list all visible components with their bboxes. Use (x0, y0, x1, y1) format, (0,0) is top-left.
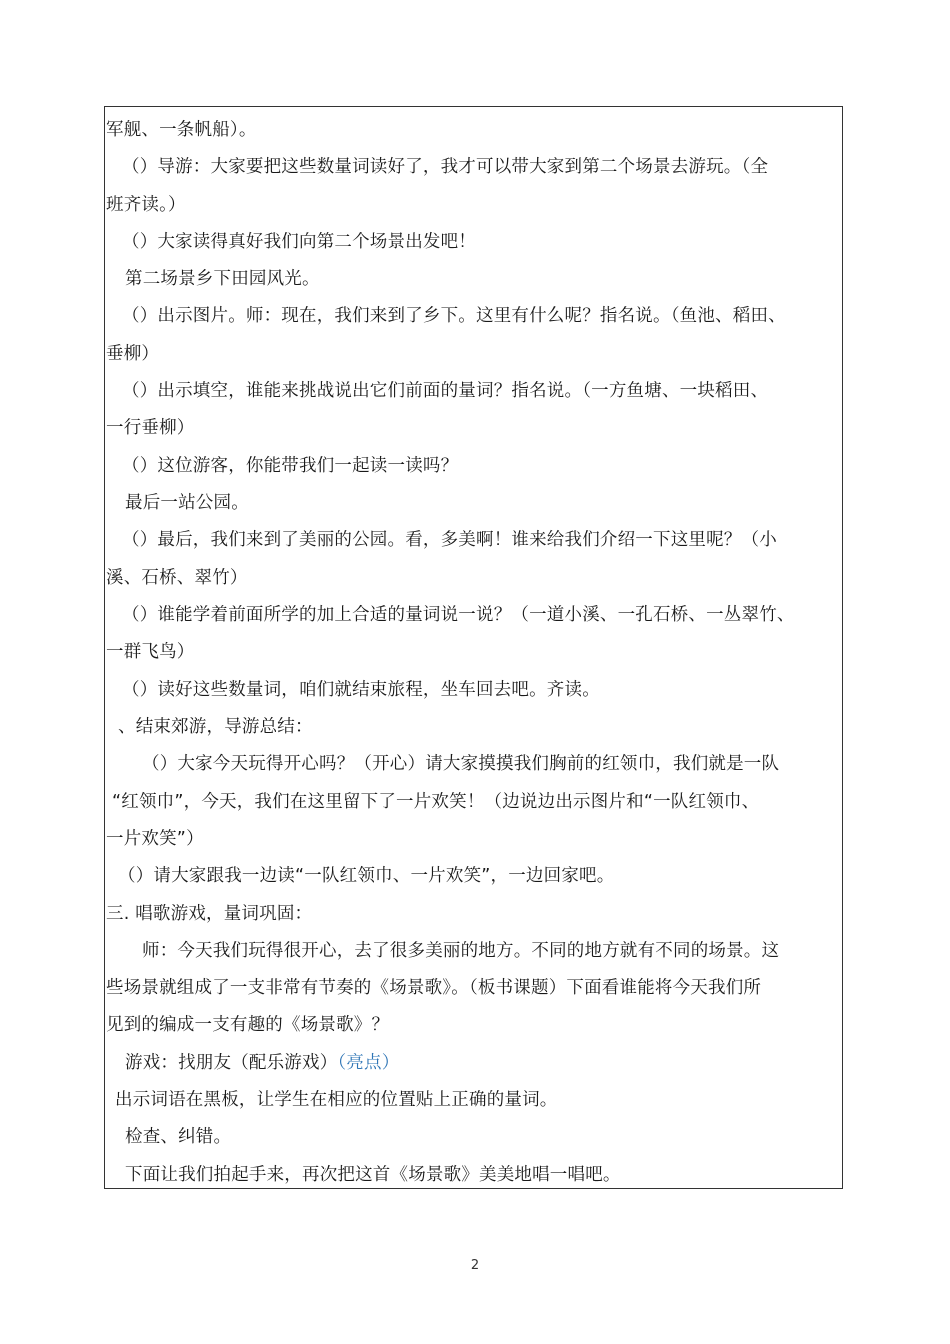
text-line-01: 军舰、一条帆船）。 (106, 120, 257, 140)
text-line-06: （）出示图片。师：现在，我们来到了乡下。这里有什么呢？指名说。（鱼池、稻田、 (122, 306, 786, 326)
text-line-28: 检查、纠错。 (125, 1127, 232, 1147)
text-line-11: 最后一站公园。 (125, 493, 249, 513)
page-number: 2 (470, 1258, 480, 1273)
text-line-02: （）导游：大家要把这些数量词读好了，我才可以带大家到第二个场景去游玩。（全 (122, 157, 769, 177)
text-line-16: （）读好这些数量词，咱们就结束旅程，坐车回去吧。齐读。 (122, 680, 600, 700)
highlight-note: （亮点） (337, 1053, 400, 1073)
text-line-25: 见到的编成一支有趣的《场景歌》？ (106, 1015, 390, 1035)
text-line-24: 些场景就组成了一支非常有节奏的《场景歌》。（板书课题）下面看谁能将今天我们所 (106, 978, 762, 998)
text-line-15: 一群飞鸟） (106, 642, 195, 662)
text-line-20: 一片欢笑”） (106, 829, 204, 849)
text-line-12: （）最后，我们来到了美丽的公园。看，多美啊！谁来给我们介绍一下这里呢？（小 (122, 530, 777, 550)
text-line-05: 第二场景乡下田园风光。 (125, 269, 320, 289)
text-line-23: 师：今天我们玩得很开心，去了很多美丽的地方。不同的地方就有不同的场景。这 (142, 941, 780, 961)
text-line-10: （）这位游客，你能带我们一起读一读吗？ (122, 456, 459, 476)
text-line-21: （）请大家跟我一边读“一队红领巾、一片欢笑”，一边回家吧。 (118, 866, 615, 886)
text-line-29: 下面让我们拍起手来，再次把这首《场景歌》美美地唱一唱吧。 (125, 1165, 621, 1185)
text-line-14: （）谁能学着前面所学的加上合适的量词说一说？（一道小溪、一孔石桥、一丛翠竹、 (122, 605, 795, 625)
text-line-19: “红领巾”，今天，我们在这里留下了一片欢笑！（边说边出示图片和“一队红领巾、 (112, 792, 760, 812)
game-label: 游戏：找朋友（配乐游戏） (125, 1053, 338, 1073)
text-line-22: 三. 唱歌游戏，量词巩固： (106, 904, 313, 924)
text-line-26 (125, 1051, 399, 1075)
text-line-03: 班齐读。） (106, 195, 186, 215)
text-line-04: （）大家读得真好我们向第二个场景出发吧！ (122, 232, 476, 252)
text-line-27: 出示词语在黑板，让学生在相应的位置贴上正确的量词。 (115, 1090, 558, 1110)
text-line-18: （）大家今天玩得开心吗？（开心）请大家摸摸我们胸前的红领巾，我们就是一队 (142, 754, 780, 774)
text-line-08: （）出示填空，谁能来挑战说出它们前面的量词？指名说。（一方鱼塘、一块稻田、 (122, 381, 769, 401)
text-line-17: 、结束郊游，导游总结： (118, 717, 313, 737)
text-line-07: 垂柳） (106, 344, 160, 364)
text-line-09: 一行垂柳） (106, 418, 195, 438)
text-line-13: 溪、石桥、翠竹） (106, 568, 248, 588)
